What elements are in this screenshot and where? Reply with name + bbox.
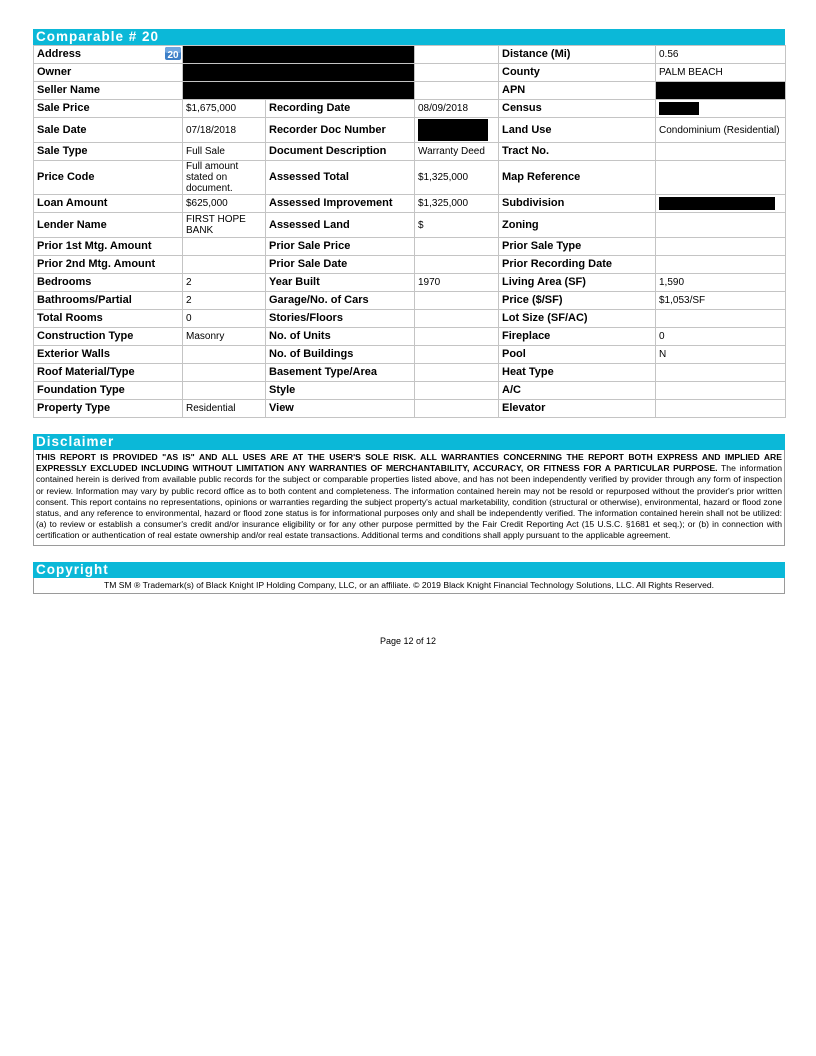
sale-type-value: Full Sale	[183, 143, 266, 161]
prior-sale-date-label: Prior Sale Date	[266, 256, 415, 274]
stories-label: Stories/Floors	[266, 310, 415, 328]
construction-type-label: Construction Type	[34, 328, 183, 346]
disclaimer-bold-text: THIS REPORT IS PROVIDED "AS IS" AND ALL USES ARE AT THE USER'S SOLE RISK. ALL WARRANTIES CONCERNING THE REPORT BOTH EXPRESS AND IMPLIED ARE EXPRESSLY EXCLUDED INCLUDING WITHOUT LIMITATION ANY WARRANTIES OF MERCHANTABILITY, ACCURACY, OR FITNESS FOR A PARTICULAR PURPOSE.	[36, 452, 782, 474]
apn-label: APN	[499, 82, 656, 100]
owner-label: Owner	[34, 64, 183, 82]
address-label: Address 20	[34, 46, 183, 64]
view-label: View	[266, 400, 415, 418]
report-page	[33, 29, 785, 594]
elevator-value	[656, 400, 786, 418]
price-code-value: Full amount stated on document.	[183, 161, 266, 195]
no-of-buildings-label: No. of Buildings	[266, 346, 415, 364]
sale-date-label: Sale Date	[34, 118, 183, 143]
roof-material-value	[183, 364, 266, 382]
sale-type-label: Sale Type	[34, 143, 183, 161]
tract-no-value	[656, 143, 786, 161]
foundation-type-value	[183, 382, 266, 400]
bedrooms-value: 2	[183, 274, 266, 292]
year-built-label: Year Built	[266, 274, 415, 292]
table-row	[34, 328, 786, 346]
lender-name-value: FIRST HOPE BANK	[183, 213, 266, 238]
assessed-improvement-label: Assessed Improvement	[266, 195, 415, 213]
table-row	[34, 118, 786, 143]
table-row	[34, 46, 786, 64]
elevator-label: Elevator	[499, 400, 656, 418]
foundation-type-label: Foundation Type	[34, 382, 183, 400]
table-row	[34, 161, 786, 195]
assessed-land-value: $	[415, 213, 499, 238]
address-blank	[415, 46, 499, 64]
basement-value	[415, 364, 499, 382]
property-type-value: Residential	[183, 400, 266, 418]
map-reference-value	[656, 161, 786, 195]
table-row	[34, 382, 786, 400]
lot-size-value	[656, 310, 786, 328]
stories-value	[415, 310, 499, 328]
disclaimer-text	[33, 450, 785, 546]
owner-blank	[415, 64, 499, 82]
style-label: Style	[266, 382, 415, 400]
prior-sale-type-label: Prior Sale Type	[499, 238, 656, 256]
land-use-label: Land Use	[499, 118, 656, 143]
assessed-land-label: Assessed Land	[266, 213, 415, 238]
loan-amount-label: Loan Amount	[34, 195, 183, 213]
table-row	[34, 274, 786, 292]
price-per-sf-value: $1,053/SF	[656, 292, 786, 310]
pool-label: Pool	[499, 346, 656, 364]
prior-2nd-mtg-label: Prior 2nd Mtg. Amount	[34, 256, 183, 274]
roof-material-label: Roof Material/Type	[34, 364, 183, 382]
sale-price-label: Sale Price	[34, 100, 183, 118]
total-rooms-value: 0	[183, 310, 266, 328]
price-code-label: Price Code	[34, 161, 183, 195]
tract-no-label: Tract No.	[499, 143, 656, 161]
recording-date-value: 08/09/2018	[415, 100, 499, 118]
bedrooms-label: Bedrooms	[34, 274, 183, 292]
prior-1st-mtg-value	[183, 238, 266, 256]
basement-label: Basement Type/Area	[266, 364, 415, 382]
census-value-redacted	[656, 100, 786, 118]
apn-value-redacted	[656, 82, 786, 100]
living-area-label: Living Area (SF)	[499, 274, 656, 292]
prior-sale-date-value	[415, 256, 499, 274]
lot-size-label: Lot Size (SF/AC)	[499, 310, 656, 328]
loan-amount-value: $625,000	[183, 195, 266, 213]
land-use-value: Condominium (Residential)	[656, 118, 786, 143]
no-of-units-label: No. of Units	[266, 328, 415, 346]
property-type-label: Property Type	[34, 400, 183, 418]
subdivision-value-redacted	[656, 195, 786, 213]
table-row	[34, 238, 786, 256]
bathrooms-label: Bathrooms/Partial	[34, 292, 183, 310]
sale-date-value: 07/18/2018	[183, 118, 266, 143]
lender-name-label: Lender Name	[34, 213, 183, 238]
comparable-table	[33, 45, 786, 418]
construction-type-value: Masonry	[183, 328, 266, 346]
table-row	[34, 82, 786, 100]
copyright-header: Copyright	[33, 562, 785, 578]
table-row	[34, 213, 786, 238]
county-value: PALM BEACH	[656, 64, 786, 82]
zoning-value	[656, 213, 786, 238]
assessed-total-value: $1,325,000	[415, 161, 499, 195]
table-row	[34, 256, 786, 274]
table-row	[34, 364, 786, 382]
distance-label: Distance (Mi)	[499, 46, 656, 64]
heat-type-value	[656, 364, 786, 382]
prior-sale-price-value	[415, 238, 499, 256]
census-label: Census	[499, 100, 656, 118]
garage-value	[415, 292, 499, 310]
subdivision-label: Subdivision	[499, 195, 656, 213]
recorder-doc-number-value-redacted	[415, 118, 499, 143]
assessed-total-label: Assessed Total	[266, 161, 415, 195]
ac-label: A/C	[499, 382, 656, 400]
table-row	[34, 195, 786, 213]
prior-2nd-mtg-value	[183, 256, 266, 274]
comparable-header: Comparable # 20	[33, 29, 785, 45]
table-row	[34, 400, 786, 418]
bathrooms-value: 2	[183, 292, 266, 310]
view-value	[415, 400, 499, 418]
fireplace-value: 0	[656, 328, 786, 346]
seller-name-label: Seller Name	[34, 82, 183, 100]
map-pin-icon	[164, 46, 182, 62]
table-row	[34, 346, 786, 364]
style-value	[415, 382, 499, 400]
assessed-improvement-value: $1,325,000	[415, 195, 499, 213]
map-reference-label: Map Reference	[499, 161, 656, 195]
prior-sale-price-label: Prior Sale Price	[266, 238, 415, 256]
table-row	[34, 64, 786, 82]
county-label: County	[499, 64, 656, 82]
exterior-walls-value	[183, 346, 266, 364]
recording-date-label: Recording Date	[266, 100, 415, 118]
distance-value: 0.56	[656, 46, 786, 64]
exterior-walls-label: Exterior Walls	[34, 346, 183, 364]
document-description-value: Warranty Deed	[415, 143, 499, 161]
document-description-label: Document Description	[266, 143, 415, 161]
disclaimer-body-text: The information contained herein is derived from available public records for the subject or comparable properties listed above, and has not been independently verified by provider through any form of inspection or review. Information may vary by public record office as to both content and completeness. The information contained herein may not be resold or repurposed without the provider's prior written consent. This report contains no representations, opinions or warranties regarding the subject property's actual marketability, condition (structural or otherwise), environmental, hazard or flood zone status, and any reference to environmental, hazard or flood zone status is for informational purposes only and shall be independently verified. The information contained herein shall not be utilized: (a) to review or establish a consumer's credit and/or insurance eligibility or for any other purpose permitted by the Fair Credit Reporting Act (15 U.S.C. §1681 et seq.); or (b) in connection with certification or authentication of real estate ownership and/or real estate transactions. Additional terms and conditions shall apply pursuant to the applicable agreement.	[36, 463, 782, 541]
seller-name-value-redacted	[183, 82, 415, 100]
living-area-value: 1,590	[656, 274, 786, 292]
pool-value: N	[656, 346, 786, 364]
copyright-text: TM SM ® Trademark(s) of Black Knight IP Holding Company, LLC, or an affiliate. © 2019 Black Knight Financial Technology Solutions, LLC. All Rights Reserved.	[33, 578, 785, 594]
zoning-label: Zoning	[499, 213, 656, 238]
table-row	[34, 143, 786, 161]
address-value-redacted	[183, 46, 415, 64]
prior-sale-type-value	[656, 238, 786, 256]
seller-blank	[415, 82, 499, 100]
garage-label: Garage/No. of Cars	[266, 292, 415, 310]
owner-value-redacted	[183, 64, 415, 82]
fireplace-label: Fireplace	[499, 328, 656, 346]
year-built-value: 1970	[415, 274, 499, 292]
ac-value	[656, 382, 786, 400]
price-per-sf-label: Price ($/SF)	[499, 292, 656, 310]
table-row	[34, 292, 786, 310]
disclaimer-header: Disclaimer	[33, 434, 785, 450]
recorder-doc-number-label: Recorder Doc Number	[266, 118, 415, 143]
no-of-units-value	[415, 328, 499, 346]
prior-recording-date-label: Prior Recording Date	[499, 256, 656, 274]
prior-recording-date-value	[656, 256, 786, 274]
heat-type-label: Heat Type	[499, 364, 656, 382]
table-row	[34, 100, 786, 118]
svg-text:20: 20	[167, 50, 179, 61]
page-number: Page 12 of 12	[379, 636, 437, 646]
prior-1st-mtg-label: Prior 1st Mtg. Amount	[34, 238, 183, 256]
table-row	[34, 310, 786, 328]
no-of-buildings-value	[415, 346, 499, 364]
sale-price-value: $1,675,000	[183, 100, 266, 118]
total-rooms-label: Total Rooms	[34, 310, 183, 328]
